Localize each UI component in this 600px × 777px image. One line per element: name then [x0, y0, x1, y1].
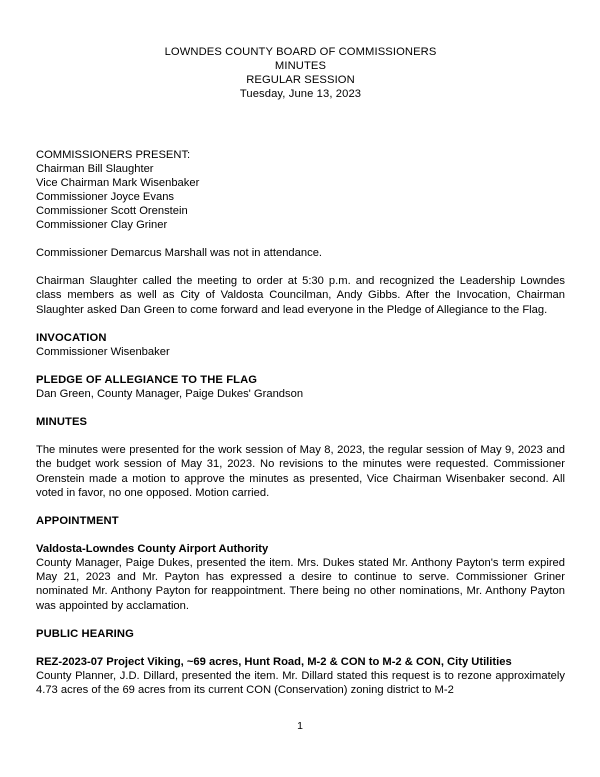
header-line-session-type: REGULAR SESSION [246, 74, 355, 86]
appointment-item-title: Valdosta-Lowndes County Airport Authority [36, 543, 269, 556]
commissioners-present-block [36, 148, 565, 232]
invocation-body: Commissioner Wisenbaker [36, 345, 170, 358]
absent-commissioner-note: Commissioner Demarcus Marshall was not in attendance. [36, 247, 323, 259]
commissioners-present-heading: COMMISSIONERS PRESENT: [36, 149, 191, 161]
commissioner-name: Chairman Bill Slaughter [36, 163, 154, 175]
header-line-organization: LOWNDES COUNTY BOARD OF COMMISSIONERS [164, 46, 437, 58]
public-hearing-item-title: REZ-2023-07 Project Viking, ~69 acres, Hunt Road, M-2 & CON to M-2 & CON, City Utilities [36, 655, 512, 668]
section-heading-public-hearing: PUBLIC HEARING [36, 627, 134, 640]
commissioner-name: Commissioner Clay Griner [36, 219, 168, 231]
header-line-document-type: MINUTES [274, 60, 327, 72]
commissioner-name: Commissioner Scott Orenstein [36, 205, 188, 217]
document-content [36, 45, 565, 697]
section-heading-pledge: PLEDGE OF ALLEGIANCE TO THE FLAG [36, 374, 258, 387]
commissioner-name: Vice Chairman Mark Wisenbaker [36, 177, 200, 189]
call-to-order-paragraph: Chairman Slaughter called the meeting to order at 5:30 p.m. and recognized the Leadership Lowndes class members as well as City of Valdosta Councilman, Andy Gibbs. After the Invocation, Chairman Slaughter asked Dan Green to come forward and lead everyone in the Pledge of Allegiance to the Flag. [36, 275, 565, 316]
document-header [36, 45, 565, 101]
pledge-body: Dan Green, County Manager, Paige Dukes' Grandson [36, 388, 304, 401]
section-heading-appointment: APPOINTMENT [36, 515, 119, 528]
header-line-date: Tuesday, June 13, 2023 [239, 88, 362, 100]
appointment-body: County Manager, Paige Dukes, presented the item. Mrs. Dukes stated Mr. Anthony Payton's term expired May 21, 2023 and Mr. Payton has expressed a desire to continue to serve. Commissioner Griner nominated Mr. Anthony Payton for reappointment. There being no other nominations, Mr. Anthony Payton was appointed by acclamation. [36, 557, 565, 612]
minutes-body: The minutes were presented for the work session of May 8, 2023, the regular session of May 9, 2023 and the budget work session of May 31, 2023. No revisions to the minutes were requested. Commissioner Orenstein made a motion to approve the minutes as presented, Vice Chairman Wisenbaker second. All voted in favor, no one opposed. Motion carried. [36, 444, 565, 499]
public-hearing-body: County Planner, J.D. Dillard, presented the item. Mr. Dillard stated this request is to rezone approximately 4.73 acres of the 69 acres from its current CON (Conservation) zoning district to M-2 [36, 669, 565, 697]
section-heading-minutes: MINUTES [36, 416, 88, 429]
section-heading-invocation: INVOCATION [36, 331, 107, 344]
page-number: 1 [297, 720, 303, 732]
commissioner-name: Commissioner Joyce Evans [36, 191, 175, 203]
